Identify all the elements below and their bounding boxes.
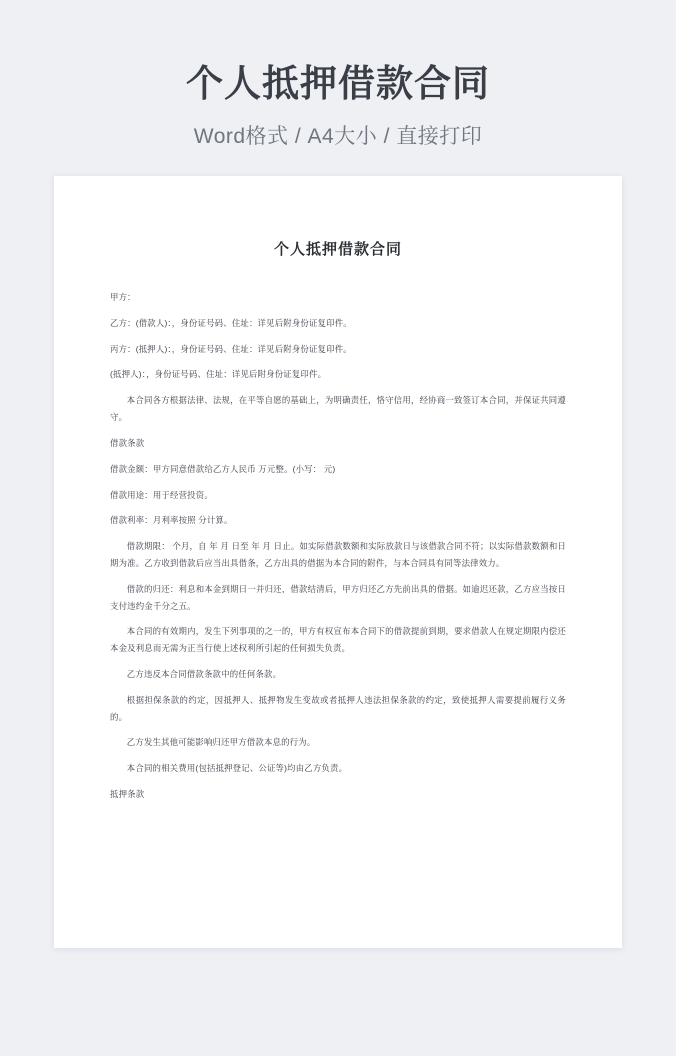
document-paragraph: 本合同的有效期内，发生下列事项的之一的，甲方有权宣布本合同下的借款提前到期，要求借款人在规定期限内偿还本金及利息而无需为正当行使上述权利所引起的任何损失负责。 [110, 626, 566, 654]
document-paragraph: 乙方发生其他可能影响归还甲方借款本息的行为。 [126, 737, 316, 748]
document-paragraph: 本合同各方根据法律、法规，在平等自愿的基础上，为明确责任，恪守信用，经协商一致签订本合同，并保证共同遵守。 [110, 395, 566, 423]
hero-section [0, 0, 676, 150]
document-paragraph: 借款金额：甲方同意借款给乙方人民币 万元整。(小写： 元) [110, 463, 336, 474]
document-paragraph: 乙方：(借款人)：，身份证号码、住址：详见后附身份证复印件。 [110, 317, 352, 328]
document-paragraph: 根据担保条款的约定，因抵押人、抵押物发生变故或者抵押人违法担保条款的约定，致使抵押人需要提前履行义务的。 [110, 694, 566, 722]
document-paragraph: 丙方：(抵押人)：，身份证号码、住址：详见后附身份证复印件。 [110, 343, 352, 354]
document-preview-card[interactable] [54, 176, 622, 948]
document-section-heading: 抵押条款 [110, 789, 145, 800]
document-paragraph: 借款的归还：利息和本金到期日一并归还，借款结清后，甲方归还乙方先前出具的借据。如逾迟还款，乙方应当按日支付违约金千分之五。 [110, 583, 566, 611]
document-body [54, 176, 622, 852]
page-title: 个人抵押借款合同 [186, 63, 490, 104]
page-subtitle: Word格式 / A4大小 / 直接打印 [193, 125, 483, 149]
document-paragraph: (抵押人)：，身份证号码、住址：详见后附身份证复印件。 [110, 369, 327, 380]
document-paragraph: 借款期限： 个月，自 年 月 日至 年 月 日止。如实际借款数额和实际放款日与该借款合同不符；以实际借款数额和日期为准。乙方收到借款后应当出具借条，乙方出具的借据为本合同的附件，与本合同具有同等法律效力。 [110, 541, 566, 568]
document-paragraph: 借款利率：月利率按照 分计算。 [110, 515, 233, 526]
document-title: 个人抵押借款合同 [273, 241, 402, 258]
document-paragraph: 本合同的相关费用(包括抵押登记、公证等)均由乙方负责。 [126, 763, 348, 774]
document-section-heading: 借款条款 [110, 437, 145, 448]
document-paragraph: 借款用途：用于经营投资。 [110, 489, 213, 500]
document-paragraph-list [110, 289, 566, 803]
document-paragraph: 乙方违反本合同借款条款中的任何条款。 [126, 669, 282, 679]
document-paragraph: 甲方： [110, 292, 136, 302]
